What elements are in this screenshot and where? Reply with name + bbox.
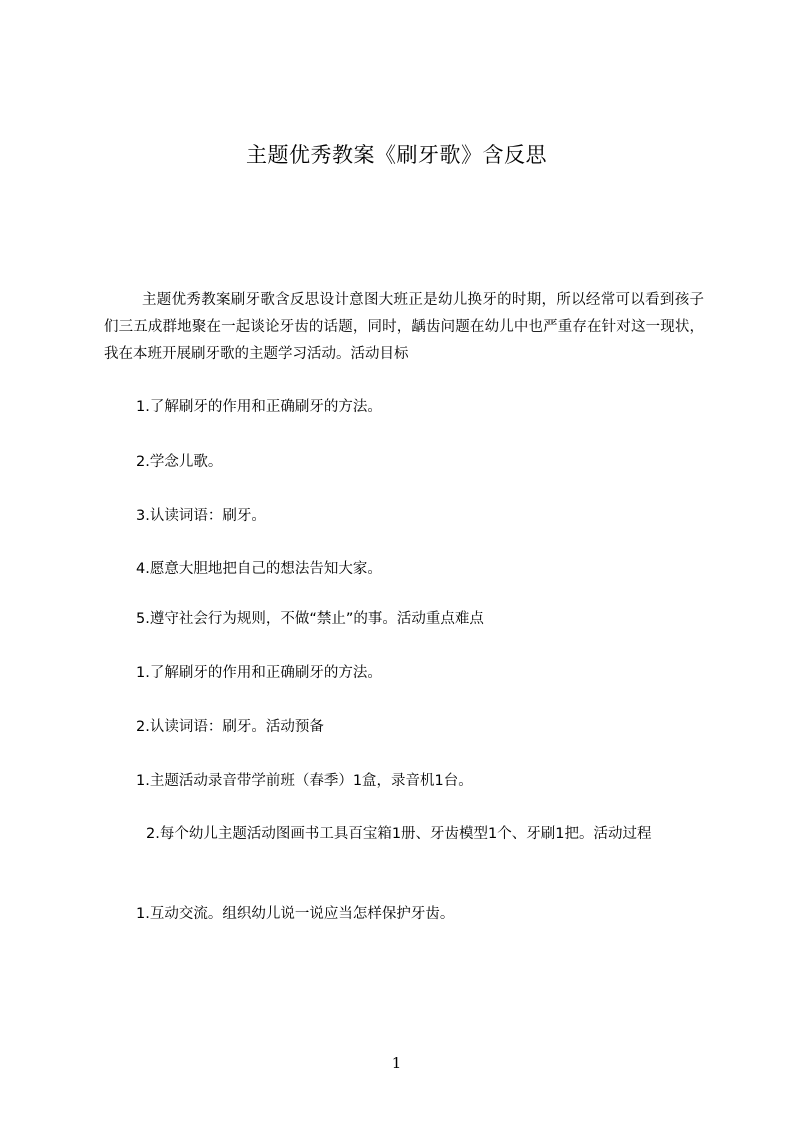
paragraph-goal-1: 1.了解刷牙的作用和正确刷牙的方法。 <box>136 399 382 415</box>
paragraph-goal-4: 4.愿意大胆地把自己的想法告知大家。 <box>136 561 382 577</box>
page-number: 1 <box>391 1054 402 1072</box>
paragraph-goal-2: 2.学念儿歌。 <box>136 454 223 470</box>
paragraph-prep-1: 1.主题活动录音带学前班（春季）1盒，录音机1台。 <box>136 773 473 789</box>
paragraph-prep-2: 2.每个幼儿主题活动图画书工具百宝箱1册、牙齿模型1个、牙刷1把。活动过程 <box>146 826 652 842</box>
intro-paragraph: 主题优秀教案刷牙歌含反思设计意图大班正是幼儿换牙的时期，所以经常可以看到孩子们三五成群地聚在一起谈论牙齿的话题，同时，龋齿问题在幼儿中也严重存在针对这一现状，我在本班开展刷牙歌的主题学习活动。活动目标 <box>104 292 704 362</box>
document-title: 主题优秀教案《刷牙歌》含反思 <box>246 143 547 167</box>
paragraph-key-1: 1.了解刷牙的作用和正确刷牙的方法。 <box>136 665 382 681</box>
paragraph-goal-5: 5.遵守社会行为规则，不做“禁止”的事。活动重点难点 <box>136 611 484 627</box>
paragraph-key-2: 2.认读词语：刷牙。活动预备 <box>136 719 324 735</box>
paragraph-process-1: 1.互动交流。组织幼儿说一说应当怎样保护牙齿。 <box>136 906 455 922</box>
paragraph-goal-3: 3.认读词语：刷牙。 <box>136 508 266 524</box>
